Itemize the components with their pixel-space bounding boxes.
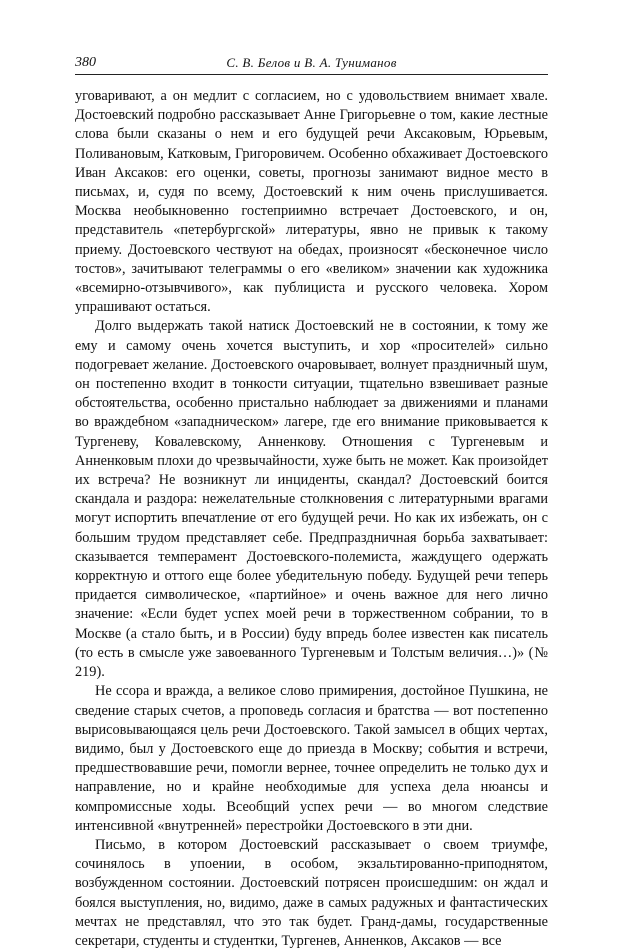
body-text <box>75 87 548 951</box>
paragraph-4: Письмо, в котором Достоевский рассказывает о своем триумфе, сочинялось в упоении, в особом, экзальтированно-приподнятом, возбужденном состоянии. Достоевский потрясен происшедшим: он ждал и боялся выступления, но, видимо, даже в самых радужных и фантастических мечтах не представлял, что это так будет. Гранд-дамы, государственные секретари, студенты и студентки, Тургенев, Анненков, Аксаков — все <box>75 836 548 949</box>
page-number: 380 <box>75 55 96 70</box>
running-title: С. В. Белов и В. А. Туниманов <box>226 55 397 70</box>
book-page <box>75 50 548 951</box>
paragraph-1: уговаривают, а он медлит с согласием, но с удовольствием внимает хвале. Достоевский подробно рассказывает Анне Григорьевне о том, какие лестные слова были сказаны о нем и его будущей речи Аксаковым, Юрьевым, Поливановым, Катковым, Григоровичем. Особенно обхаживает Достоевского Иван Аксаков: его оценки, советы, прогнозы занимают видное место в письмах, и, судя по всему, Достоевский к ним очень прислушивается. Москва необыкновенно гостеприимно встречает Достоевского, и он, представитель «петербургской» литературы, явно не привык к такому приему. Достоевского чествуют на обедах, произносят «бесконечное число тостов», зачитывают телеграммы о его «великом» значении как художника «всемирно-отзывчивого», как публициста и русского человека. Хором упрашивают остаться. <box>75 88 548 316</box>
paragraph-3: Не ссора и вражда, а великое слово примирения, достойное Пушкина, не сведение старых счетов, а проповедь согласия и братства — вот постепенно вырисовывающаяся цель речи Достоевского. Такой замысел в общих чертах, видимо, был у Достоевского еще до приезда в Москву; события и встречи, предшествовавшие речи, помогли вернее, точнее определить не только дух и направление, но и крайне необходимые для успеха дела нюансы и компромиссные ходы. Всеобщий успех речи — во многом следствие интенсивной «внутренней» перестройки Достоевского в эти дни. <box>75 683 548 834</box>
paragraph-2: Долго выдержать такой натиск Достоевский не в состоянии, к тому же ему и самому очень хочется выступить, и хор «просителей» сильно подогревает желание. Достоевского очаровывает, волнует праздничный шум, он постепенно входит в тонкости ситуации, тщательно взвешивает разные обстоятельства, особенно пристально наблюдает за движениями и планами во враждебном «западническом» лагере, где его внимание приковывается к Тургеневу, Ковалевскому, Анненкову. Отношения с Тургеневым и Анненковым плохи до чрезвычайности, хуже быть не может. Как произойдет их встреча? Не возникнут ли инциденты, скандал? Достоевский боится скандала и раздора: нежелательные столкновения с литературными врагами могут испортить впечатление от его будущей речи. Но как их избежать, он с большим трудом представляет себе. Предпраздничная борьба захватывает: сказывается темперамент Достоевского-полемиста, жаждущего одержать корректную и оттого еще более убедительную победу. Будущей речи теперь придается символическое, «партийное» и очень важное для него лично значение: «Если будет успех моей речи в торжественном собрании, то в Москве (а стало быть, и в России) буду впредь более известен как писатель (то есть в смысле уже завоеванного Тургеневым и Толстым величия…)» (№ 219). <box>75 318 548 681</box>
running-header <box>75 50 548 75</box>
